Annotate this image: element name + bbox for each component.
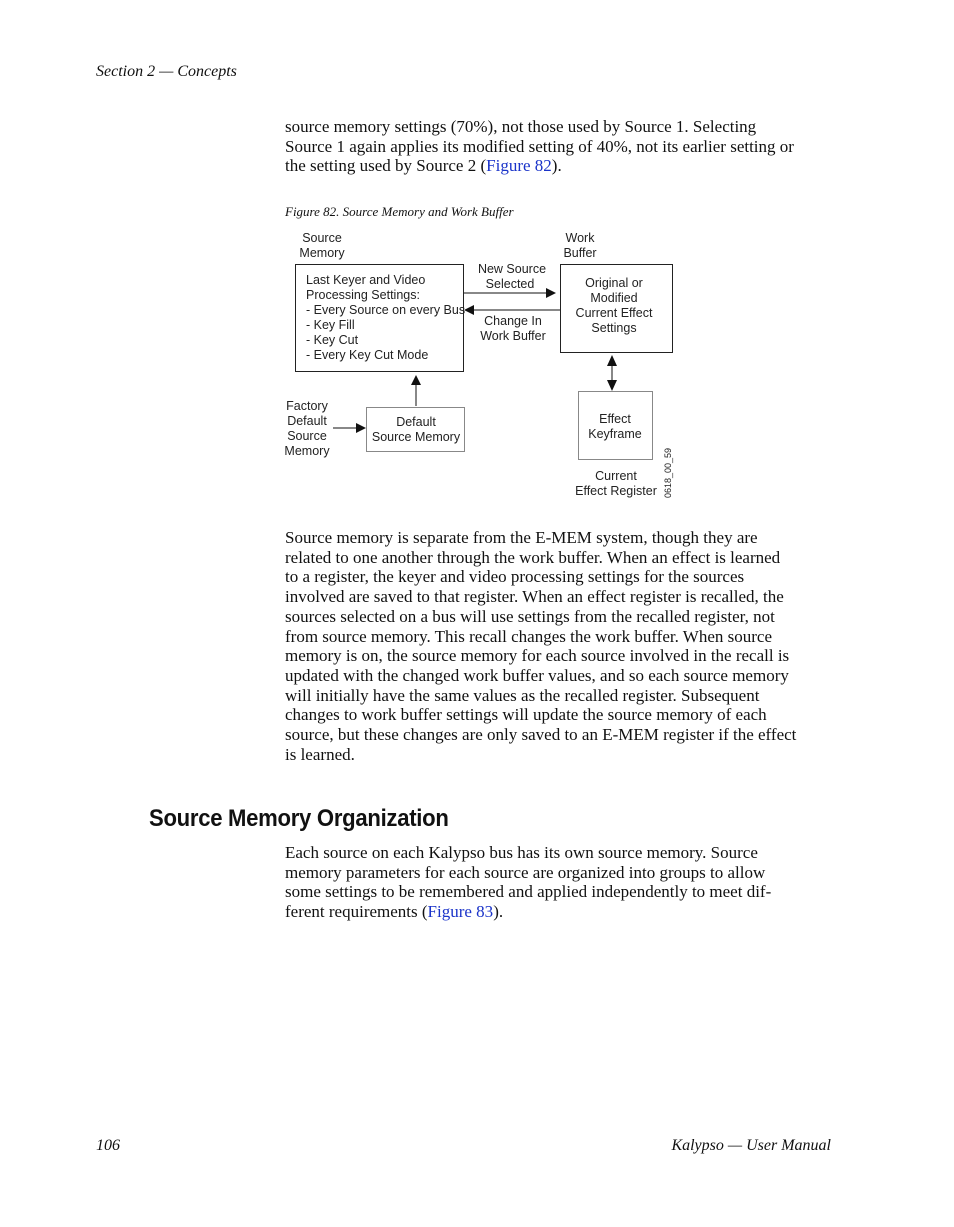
body-line: memory is on, the source memory for each source involved in the recall is [285,646,790,666]
work-buffer-box-line: Modified [590,291,638,305]
source-memory-box-line: - Key Fill [306,318,355,332]
figure-caption: Figure 82. Source Memory and Work Buffer [285,204,514,219]
figure-id: 0618_00_59 [663,447,673,498]
section-text: ). [493,902,504,922]
figure-82-link[interactable]: Figure 82 [486,156,552,176]
body-line: changes to work buffer settings will update the source memory of each [285,705,767,725]
effect-register-label: Effect Register [575,484,657,498]
body-line: source, but these changes are only saved to an E-MEM register if the effect [285,725,797,745]
intro-text: ). [551,156,562,176]
arrow-head-down [607,380,617,391]
source-memory-box-line: Processing Settings: [306,288,420,302]
page-number: 106 [96,1137,120,1154]
section-text: ferent requirements ( [285,902,428,922]
new-source-label: New Source [477,262,547,276]
section-line: memory parameters for each source are organized into groups to allow [285,862,766,882]
source-memory-box-line: - Every Key Cut Mode [306,348,429,362]
source-memory-label: Source [302,231,342,245]
section-line: Each source on each Kalypso bus has its own source memory. Source [285,843,758,862]
effect-keyframe-line: Keyframe [588,427,642,441]
effect-keyframe-line: Effect [599,412,631,426]
body-paragraph [285,528,835,764]
section-paragraph [285,843,835,922]
change-in-label: Change In [484,314,542,328]
source-memory-box-line: - Every Source on every Bus [306,303,466,317]
figure-83-link[interactable]: Figure 83 [427,902,494,922]
body-line: from source memory. This recall changes the work buffer. When source [285,626,773,646]
default-box-line: Default [396,415,436,429]
section-heading: Source Memory Organization [149,805,449,832]
intro-line: source memory settings (70%), not those used by Source 1. Selecting [285,117,757,136]
source-memory-box-line: Last Keyer and Video [306,273,426,287]
arrow-head-up [607,355,617,366]
default-box-line: Source Memory [371,430,461,444]
intro-text: the setting used by Source 2 ( [285,156,487,176]
manual-title: Kalypso — User Manual [671,1137,831,1154]
factory-default-label: Default [287,414,327,428]
section-line [285,902,835,922]
factory-default-label: Source [287,429,327,443]
work-buffer-label: Buffer [563,246,597,260]
factory-default-label: Factory [286,399,328,413]
source-memory-label: Memory [299,246,345,260]
body-line: updated with the changed work buffer values, and so each source memory [285,665,789,685]
work-buffer-box-line: Current Effect [575,306,653,320]
body-line: to a register, the keyer and video processing settings for the sources [285,567,745,587]
body-line: Source memory is separate from the E-MEM system, though they are [285,528,758,547]
body-line: sources selected on a bus will use settings from the recalled register, not [285,606,775,626]
body-line: related to one another through the work buffer. When an effect is learned [285,547,781,567]
work-buffer-box-line: Settings [591,321,637,335]
effect-register-label: Current [595,469,637,483]
body-line: involved are saved to that register. When an effect register is recalled, the [285,587,784,607]
work-buffer-label: Work [565,231,595,245]
factory-default-label: Memory [284,444,330,458]
change-in-label: Work Buffer [480,329,546,343]
work-buffer-box-line: Original or [585,276,643,290]
body-line: will initially have the same values as the recalled register. Subsequent [285,685,760,705]
new-source-label: Selected [485,277,535,291]
source-memory-diagram [0,0,954,520]
source-memory-box-line: - Key Cut [306,333,359,347]
intro-line: Source 1 again applies its modified setting of 40%, not its earlier setting or [285,136,794,156]
body-line: is learned. [285,744,355,764]
running-header: Section 2 — Concepts [96,63,237,80]
section-line: some settings to be remembered and applied independently to meet dif- [285,882,772,902]
